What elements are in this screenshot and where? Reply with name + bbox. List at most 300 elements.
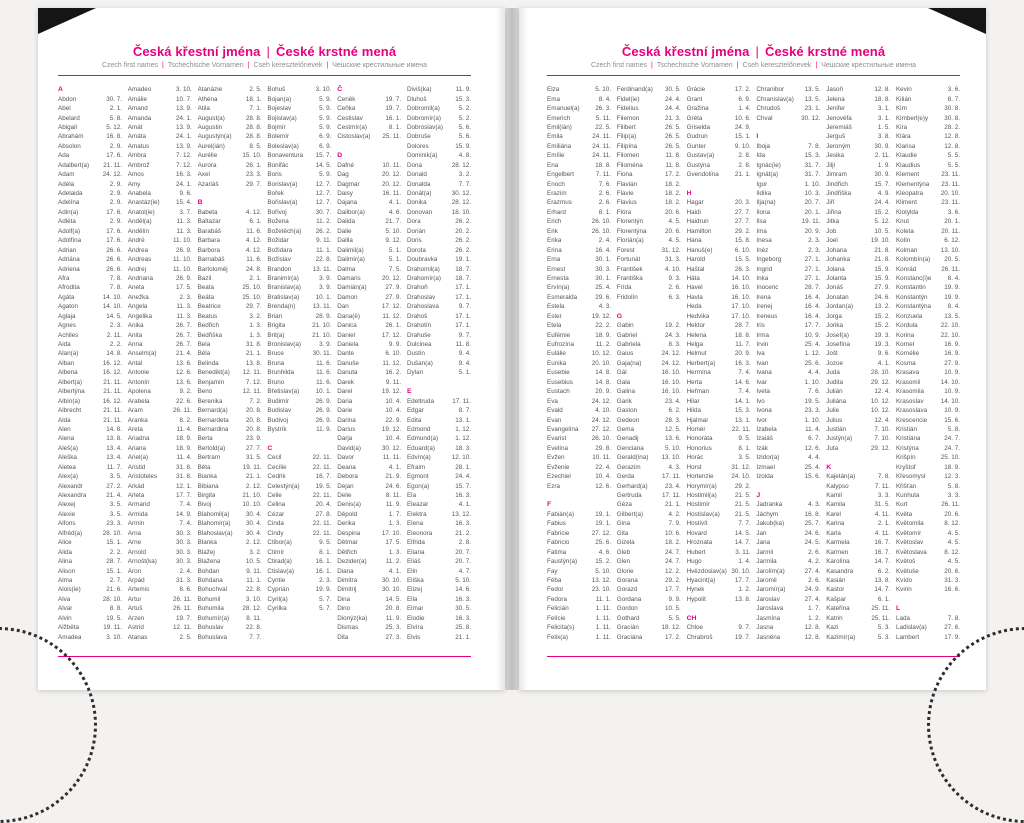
name-row: [337, 425, 401, 434]
name-day-date: 15. 7.: [315, 152, 332, 160]
first-name: Dalie: [337, 227, 352, 235]
name-row: [337, 255, 401, 264]
name-row: [756, 519, 820, 528]
first-name: Grant: [686, 95, 703, 103]
first-name: Hedvika: [686, 312, 710, 320]
first-name: Elodie: [406, 614, 425, 622]
first-name: Flóra: [616, 208, 632, 216]
name-row: [617, 453, 681, 462]
name-day-date: 17. 1.: [455, 293, 471, 301]
first-name: Chrabroš: [686, 633, 713, 641]
first-name: Griselda: [686, 123, 711, 131]
name-row: [198, 264, 262, 273]
first-name: Heda: [686, 303, 702, 311]
first-name: Cyrilka: [267, 605, 287, 613]
name-day-date: 17. 7.: [734, 576, 751, 584]
first-name: Alena: [58, 435, 75, 443]
first-name: Hovard: [686, 529, 707, 537]
name-row: [198, 123, 262, 132]
name-row: [58, 321, 122, 330]
name-row: [687, 444, 751, 453]
first-name: Egmont: [406, 473, 429, 481]
name-row: [756, 85, 820, 94]
name-day-date: 6. 9.: [738, 95, 751, 103]
first-name: Honoráta: [686, 435, 713, 443]
name-column: [617, 85, 681, 643]
first-name: Cézar: [267, 510, 285, 518]
name-day-date: 21. 1.: [734, 171, 751, 179]
name-row: [407, 123, 471, 132]
first-name: Kim: [895, 105, 907, 113]
name-day-date: 8. 12.: [944, 548, 960, 556]
first-name: Karina: [826, 520, 845, 528]
name-day-date: 4. 1.: [458, 501, 471, 509]
name-row: [267, 576, 331, 585]
name-row: [128, 349, 192, 358]
first-name: Chloe: [686, 624, 704, 632]
name-row: [547, 519, 611, 528]
name-day-date: 10. 1.: [315, 293, 332, 301]
name-day-date: 5. 7.: [319, 605, 332, 613]
name-row: [407, 425, 471, 434]
name-row: [267, 227, 331, 236]
name-row: [896, 387, 960, 396]
name-day-date: 17. 10.: [731, 303, 751, 311]
name-row: [198, 208, 262, 217]
name-day-date: 31. 7.: [804, 171, 821, 179]
name-day-date: 8. 6.: [179, 586, 192, 594]
name-day-date: 16. 2.: [385, 369, 402, 377]
name-day-date: 27. 4.: [804, 595, 821, 603]
name-day-date: 28. 7.: [804, 284, 821, 292]
name-day-date: 25. 11.: [871, 614, 891, 622]
name-day-date: 7. 6.: [808, 388, 821, 396]
name-day-date: 7. 2.: [249, 397, 262, 405]
name-row: [896, 614, 960, 623]
first-name: Dobromil(a): [406, 105, 440, 113]
first-name: Erazmus: [547, 199, 572, 207]
name-day-date: 5. 12.: [874, 218, 891, 226]
name-row: [407, 170, 471, 179]
name-day-date: 19. 12.: [381, 425, 402, 433]
name-day-date: 21. 9.: [385, 473, 402, 481]
first-name: Ábel: [58, 105, 71, 113]
first-name: Diviš(ka): [406, 86, 432, 94]
first-name: Fiona: [616, 171, 633, 179]
first-name: Amadeo: [127, 86, 152, 94]
name-row: [687, 245, 751, 254]
name-row: [547, 538, 611, 547]
name-day-date: 21. 1.: [245, 350, 262, 358]
first-name: Celie: [267, 492, 282, 500]
name-day-date: 28. 9.: [315, 312, 332, 320]
name-day-date: 7. 6.: [598, 180, 611, 188]
name-row: [128, 208, 192, 217]
name-row: [198, 463, 262, 472]
first-name: Adriena: [58, 265, 80, 273]
name-day-date: 10. 12.: [870, 397, 891, 405]
name-day-date: 29. 8.: [595, 444, 611, 452]
name-row: [896, 519, 960, 528]
name-row: [407, 434, 471, 443]
first-name: Krasoslava: [895, 407, 928, 415]
name-row: [267, 330, 331, 339]
name-row: [687, 264, 751, 273]
first-name: Beata: [197, 284, 215, 292]
name-row: [267, 312, 331, 321]
first-name: Konzuela: [895, 312, 923, 320]
name-row: [198, 519, 262, 528]
first-name: Baltazar: [197, 218, 221, 226]
name-day-date: 13. 6.: [176, 359, 192, 367]
name-day-date: 7. 12.: [245, 378, 262, 386]
name-row: [58, 179, 122, 188]
name-day-date: 23. 11.: [941, 180, 960, 188]
name-row: [826, 349, 890, 358]
name-day-date: 13. 8.: [874, 576, 891, 584]
name-row: [826, 293, 890, 302]
first-name: Kazi: [826, 624, 839, 632]
name-row: [687, 330, 751, 339]
name-row: [267, 472, 331, 481]
name-row: [407, 463, 471, 472]
name-day-date: 26. 6.: [106, 265, 122, 273]
first-name: Ilja(na): [756, 199, 776, 207]
name-day-date: 13. 10.: [661, 454, 681, 462]
name-day-date: 22. 11.: [312, 520, 332, 528]
name-day-date: 31. 8.: [245, 341, 262, 349]
name-day-date: 26. 11.: [173, 595, 192, 603]
name-day-date: 12. 4.: [874, 416, 891, 424]
name-row: [896, 330, 960, 339]
name-row: [896, 132, 960, 141]
name-day-date: 5. 8.: [947, 425, 960, 433]
name-row: [687, 123, 751, 132]
first-name: Horst: [686, 463, 702, 471]
first-name: Julie: [826, 407, 840, 415]
name-day-date: 26. 5.: [665, 142, 681, 150]
name-day-date: 24. 7.: [944, 444, 960, 452]
name-day-date: 2. 11.: [874, 152, 891, 160]
first-name: Boleslav(a): [267, 142, 299, 150]
name-row: [687, 538, 751, 547]
name-row: [337, 396, 401, 405]
first-name: Katrin: [826, 614, 843, 622]
name-row: [617, 255, 681, 264]
first-name: Erazim: [547, 190, 567, 198]
name-row: [826, 623, 890, 632]
name-row: [826, 227, 890, 236]
right-page: [519, 8, 986, 690]
name-row: [58, 198, 122, 207]
name-row: [896, 198, 960, 207]
name-row: [617, 415, 681, 424]
first-name: Jolana: [826, 265, 845, 273]
name-day-date: 24. 12.: [102, 171, 122, 179]
name-row: [407, 595, 471, 604]
name-row: [198, 94, 262, 103]
first-name: Gustav(a): [686, 152, 715, 160]
name-day-date: 31. 3.: [665, 256, 681, 264]
first-name: Květoš: [895, 558, 916, 566]
first-name: Ilsa: [756, 218, 767, 226]
first-name: Elena: [406, 520, 424, 528]
first-name: Edmund(a): [406, 435, 439, 443]
name-day-date: 21. 11.: [103, 378, 122, 386]
first-name: Dušan(a): [406, 359, 433, 367]
name-day-date: 10. 6.: [665, 529, 681, 537]
name-row: [128, 189, 192, 198]
name-day-date: 24. 1.: [176, 114, 192, 122]
name-day-date: 13. 12.: [591, 576, 611, 584]
first-name: Darja: [337, 435, 353, 443]
name-row: [198, 444, 262, 453]
name-day-date: 16. 3.: [455, 520, 471, 528]
name-row: [407, 604, 471, 613]
first-name: Čistoslav(a): [337, 133, 371, 141]
first-name: Alexandr: [58, 482, 83, 490]
first-name: Amáta: [127, 133, 146, 141]
first-name: Jáchym: [756, 510, 779, 518]
name-row: [617, 189, 681, 198]
name-row: [617, 425, 681, 434]
name-row: [756, 340, 820, 349]
first-name: Dina: [337, 595, 351, 603]
first-name: Homér: [686, 425, 706, 433]
first-name: Josefína: [826, 341, 850, 349]
name-day-date: 18. 2.: [665, 180, 681, 188]
name-row: [896, 434, 960, 443]
name-day-date: 26. 6.: [106, 246, 122, 254]
name-day-date: 11. 9.: [316, 425, 332, 433]
name-day-date: 20. 6.: [665, 227, 681, 235]
name-row: [547, 481, 611, 490]
name-day-date: 17. 7.: [804, 322, 821, 330]
first-name: Albín(a): [58, 397, 81, 405]
name-column: [58, 85, 122, 643]
name-day-date: 11. 8.: [665, 152, 681, 160]
name-row: [58, 538, 122, 547]
name-row: [58, 236, 122, 245]
first-name: Derika: [337, 520, 356, 528]
first-name: Augustin: [197, 123, 223, 131]
name-day-date: 1. 3.: [249, 322, 262, 330]
name-row: [756, 623, 820, 632]
name-row: [826, 236, 890, 245]
first-name: Arne: [127, 539, 142, 547]
name-row: [407, 274, 471, 283]
name-row: [267, 500, 331, 509]
first-name: Andělín: [127, 227, 150, 235]
name-day-date: 16. 12.: [102, 369, 122, 377]
first-name: Gertruda: [616, 492, 642, 500]
name-row: [617, 236, 681, 245]
first-name: Eliana: [406, 548, 425, 556]
name-day-date: 24. 7.: [944, 435, 960, 443]
section-letter: CH: [686, 614, 697, 622]
name-row: [756, 312, 820, 321]
name-day-date: 13. 5.: [944, 312, 960, 320]
first-name: Irena: [756, 293, 771, 301]
first-name: Cecil: [267, 454, 282, 462]
name-day-date: 21. 5.: [734, 492, 751, 500]
first-name: Albertýna: [58, 388, 85, 396]
name-row: [896, 444, 960, 453]
name-day-date: 12. 7.: [315, 180, 332, 188]
name-day-date: 1. 11.: [595, 624, 611, 632]
name-day-date: 16. 4.: [804, 293, 821, 301]
name-day-date: 5. 6.: [458, 133, 471, 141]
first-name: Čestislav: [337, 114, 363, 122]
name-row: [407, 312, 471, 321]
name-day-date: 10. 1.: [315, 388, 332, 396]
name-day-date: 7. 10.: [874, 425, 891, 433]
name-row: [267, 198, 331, 207]
name-day-date: 23. 11.: [941, 171, 960, 179]
first-name: Evangelína: [547, 425, 579, 433]
name-row: [687, 463, 751, 472]
first-name: Ctibor(a): [267, 539, 292, 547]
first-name: Gema: [616, 425, 634, 433]
first-name: Iboja: [756, 142, 771, 150]
first-name: Gita: [616, 529, 629, 537]
subtitle-en: Czech first names: [101, 62, 158, 69]
name-row: [337, 208, 401, 217]
name-column: [547, 85, 611, 643]
first-name: Květoslava: [895, 548, 927, 556]
name-row: [128, 481, 192, 490]
name-day-date: 22. 10.: [940, 322, 960, 330]
first-name: Jasmína: [756, 614, 781, 622]
first-name: Kevin: [895, 86, 912, 94]
name-row: [617, 274, 681, 283]
first-name: Květomír: [895, 529, 922, 537]
first-name: Dalida: [337, 218, 356, 226]
name-row: [547, 161, 611, 170]
name-day-date: 11. 2.: [385, 558, 402, 566]
name-day-date: 5. 5.: [668, 614, 681, 622]
name-day-date: 26. 2.: [455, 237, 471, 245]
name-day-date: 1. 10.: [804, 416, 821, 424]
name-day-date: 18. 7.: [455, 274, 471, 282]
first-name: Anita: [127, 331, 143, 339]
first-name: Eufémie: [547, 331, 571, 339]
name-day-date: 5. 10.: [385, 227, 402, 235]
name-day-date: 13. 9.: [176, 123, 192, 131]
name-day-date: 14. 6.: [734, 378, 751, 386]
name-row: [826, 189, 890, 198]
name-row: [267, 236, 331, 245]
name-day-date: 26. 3.: [734, 265, 751, 273]
first-name: Elin: [406, 567, 418, 575]
name-row: [337, 161, 401, 170]
first-name: Adelaida: [58, 190, 83, 198]
first-name: Adléta: [58, 218, 76, 226]
first-name: Dino: [337, 605, 351, 613]
first-name: Bořivoj: [267, 208, 287, 216]
subtitle-hu: Cseh keresztelőnevek: [742, 62, 812, 69]
name-row: [547, 170, 611, 179]
first-name: Alvin: [58, 614, 72, 622]
name-row: [128, 245, 192, 254]
name-row: [407, 585, 471, 594]
name-day-date: 20. 7.: [455, 548, 471, 556]
first-name: Bruce: [267, 350, 284, 358]
first-name: Bohumír(a): [197, 614, 230, 622]
name-row: [267, 557, 331, 566]
name-day-date: 10. 5.: [874, 227, 891, 235]
name-row: [547, 321, 611, 330]
first-name: Izidor(a): [756, 454, 780, 462]
first-name: Filipína: [616, 142, 638, 150]
first-name: Jonatan: [826, 293, 849, 301]
name-row: [756, 614, 820, 623]
first-name: Horác: [686, 454, 704, 462]
first-name: Klementýna: [895, 180, 930, 188]
name-row: [58, 293, 122, 302]
name-day-date: 24. 1.: [176, 180, 192, 188]
name-row: [826, 387, 890, 396]
first-name: Eliáš: [406, 558, 421, 566]
name-day-date: 3. 6.: [947, 86, 960, 94]
name-row: [337, 189, 401, 198]
name-day-date: 30. 12.: [451, 190, 471, 198]
name-row: [267, 547, 331, 556]
first-name: Bratislav(a): [267, 293, 300, 301]
name-row: [687, 623, 751, 632]
name-day-date: 25. 8.: [455, 624, 471, 632]
name-day-date: 5. 7.: [319, 595, 332, 603]
name-day-date: 10. 9.: [944, 388, 960, 396]
name-row: [337, 500, 401, 509]
name-day-date: 25. 4.: [804, 341, 821, 349]
title-czech: Česká křestní jména: [621, 44, 750, 59]
name-row: [58, 368, 122, 377]
name-row: [198, 500, 262, 509]
name-row: [617, 529, 681, 538]
name-row: [617, 576, 681, 585]
name-row: [58, 425, 122, 434]
name-day-date: 26. 7.: [176, 322, 192, 330]
name-row: [128, 142, 192, 151]
first-name: Izmael: [756, 463, 775, 471]
name-day-date: 11. 10.: [173, 237, 192, 245]
first-name: Dětmar: [337, 539, 358, 547]
name-day-date: 28. 10.: [102, 529, 122, 537]
name-day-date: 26. 11.: [941, 265, 960, 273]
first-name: Aleš(a): [58, 444, 78, 452]
name-day-date: 20. 8.: [385, 605, 402, 613]
first-name: Kolombín(a): [895, 256, 931, 264]
first-name: Arleta: [127, 492, 145, 500]
name-row: [407, 151, 471, 160]
name-day-date: 11. 4.: [805, 425, 821, 433]
name-row: [407, 264, 471, 273]
first-name: Ima: [756, 227, 767, 235]
name-day-date: 5. 1.: [388, 256, 402, 264]
name-row: [687, 255, 751, 264]
name-row: [267, 349, 331, 358]
name-row: [687, 208, 751, 217]
name-day-date: 11. 6.: [246, 256, 262, 264]
first-name: Krasomil: [895, 378, 921, 386]
name-row: [58, 245, 122, 254]
first-name: Dětřich: [337, 548, 358, 556]
name-day-date: 14. 8.: [595, 378, 611, 386]
name-day-date: 8. 7.: [458, 407, 471, 415]
name-day-date: 15. 10.: [242, 152, 262, 160]
name-row: [756, 595, 820, 604]
